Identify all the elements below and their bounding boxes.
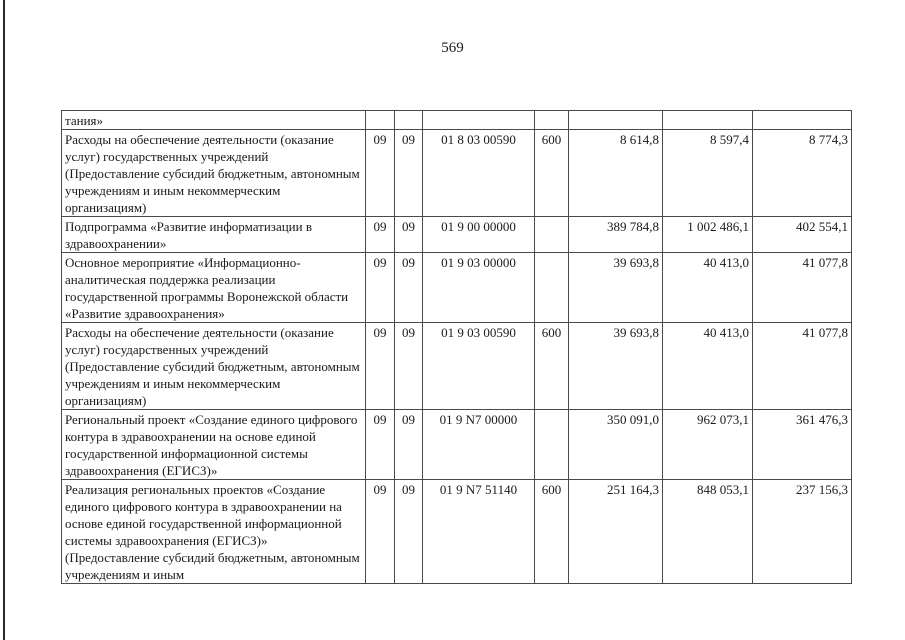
budget-table-body [62,111,852,584]
cell-name: тания» [62,111,366,130]
cell-section: 09 [366,323,395,410]
table-row [62,217,852,253]
cell-amount-year-1: 8 614,8 [569,130,663,217]
cell-amount-year-3 [753,111,852,130]
cell-target-article: 01 9 N7 00000 [423,410,535,480]
cell-subsection: 09 [395,410,423,480]
cell-expense-type: 600 [535,130,569,217]
cell-amount-year-1: 389 784,8 [569,217,663,253]
budget-table [61,110,852,584]
cell-target-article: 01 9 00 00000 [423,217,535,253]
cell-name: Расходы на обеспечение деятельности (оказание услуг) государственных учреждений (Предоставление субсидий бюджетным, автономным учреждениям и иным некоммерческим организациям) [62,323,366,410]
cell-subsection: 09 [395,253,423,323]
cell-amount-year-1: 39 693,8 [569,323,663,410]
cell-subsection: 09 [395,217,423,253]
table-row [62,253,852,323]
cell-target-article: 01 8 03 00590 [423,130,535,217]
cell-amount-year-3: 361 476,3 [753,410,852,480]
cell-amount-year-2: 1 002 486,1 [663,217,753,253]
cell-target-article: 01 9 03 00590 [423,323,535,410]
page-number: 569 [441,40,464,56]
cell-expense-type [535,111,569,130]
cell-name: Расходы на обеспечение деятельности (оказание услуг) государственных учреждений (Предоставление субсидий бюджетным, автономным учреждениям и иным некоммерческим организациям) [62,130,366,217]
cell-amount-year-3: 237 156,3 [753,480,852,584]
cell-name: Региональный проект «Создание единого цифрового контура в здравоохранении на основе единой государственной информационной системы здравоохранения (ЕГИСЗ)» [62,410,366,480]
cell-amount-year-1: 350 091,0 [569,410,663,480]
page-left-border [3,0,5,640]
cell-target-article [423,111,535,130]
table-row [62,111,852,130]
cell-amount-year-3: 41 077,8 [753,253,852,323]
cell-amount-year-3: 41 077,8 [753,323,852,410]
cell-expense-type: 600 [535,480,569,584]
cell-expense-type: 600 [535,323,569,410]
cell-amount-year-2: 40 413,0 [663,253,753,323]
cell-subsection: 09 [395,480,423,584]
cell-name: Реализация региональных проектов «Создание единого цифрового контура в здравоохранении на основе единой государственной информационной системы здравоохранения (ЕГИСЗ)» (Предоставление субсидий бюджетным, автономным учреждениям и иным [62,480,366,584]
table-row [62,130,852,217]
cell-subsection: 09 [395,323,423,410]
cell-name: Основное мероприятие «Информационно-аналитическая поддержка реализации государственной программы Воронежской области «Развитие здравоохранения» [62,253,366,323]
cell-amount-year-2: 848 053,1 [663,480,753,584]
cell-expense-type [535,253,569,323]
table-row [62,410,852,480]
cell-amount-year-2 [663,111,753,130]
cell-target-article: 01 9 N7 51140 [423,480,535,584]
cell-amount-year-1: 251 164,3 [569,480,663,584]
cell-amount-year-1: 39 693,8 [569,253,663,323]
cell-amount-year-2: 40 413,0 [663,323,753,410]
cell-section: 09 [366,253,395,323]
cell-section [366,111,395,130]
table-row [62,480,852,584]
cell-section: 09 [366,410,395,480]
cell-amount-year-2: 962 073,1 [663,410,753,480]
cell-amount-year-2: 8 597,4 [663,130,753,217]
cell-amount-year-3: 8 774,3 [753,130,852,217]
cell-section: 09 [366,130,395,217]
cell-section: 09 [366,480,395,584]
table-row [62,323,852,410]
cell-amount-year-3: 402 554,1 [753,217,852,253]
cell-amount-year-1 [569,111,663,130]
cell-name: Подпрограмма «Развитие информатизации в здравоохранении» [62,217,366,253]
cell-expense-type [535,410,569,480]
cell-subsection: 09 [395,130,423,217]
cell-section: 09 [366,217,395,253]
cell-expense-type [535,217,569,253]
cell-target-article: 01 9 03 00000 [423,253,535,323]
cell-subsection [395,111,423,130]
